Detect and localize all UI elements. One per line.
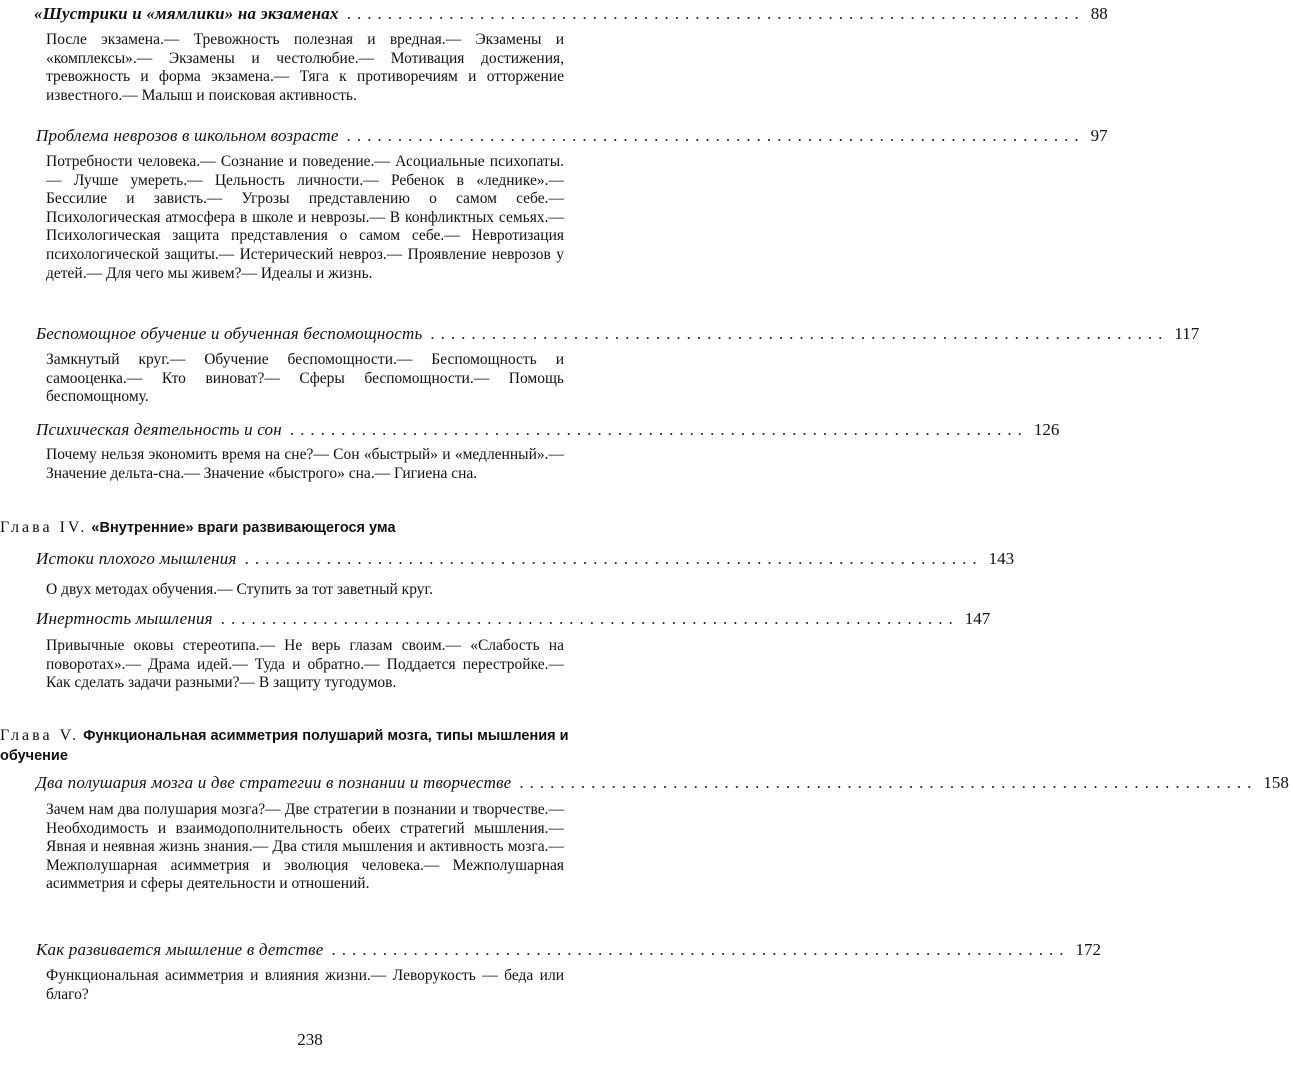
toc-entry-summary: Функциональная асимметрия и влияния жизни.— Леворукость — беда или благо? bbox=[46, 967, 564, 1003]
toc-entry-heading[interactable] bbox=[36, 420, 1060, 444]
toc-entry-heading[interactable] bbox=[36, 609, 991, 633]
dot-leader: ........................................................................ bbox=[289, 420, 1028, 439]
toc-entry-summary: После экзамена.— Тревожность полезная и вредная.— Экзамены и «комплексы».— Экзамены и честолюбие.— Мотивация достижения, тревожность и форма экзамена.— Тяга к противоречиям и отторжение известного.— Малыш и поисковая активность. bbox=[46, 31, 564, 104]
chapter-title: «Внутренние» враги развивающегося ума bbox=[91, 520, 396, 536]
dot-leader: ........................................................................ bbox=[331, 940, 1070, 959]
toc-entry-heading[interactable] bbox=[36, 773, 1289, 797]
toc-entry-title: Психическая деятельность и сон bbox=[36, 420, 282, 439]
chapter-heading bbox=[0, 518, 610, 538]
page-number: 238 bbox=[297, 1030, 323, 1049]
dot-leader: ........................................................................ bbox=[430, 324, 1169, 343]
toc-entry-summary: Почему нельзя экономить время на сне?— Сон «быстрый» и «медленный».— Значение дельта-сна.— Значение «быстрого» сна.— Гигиена сна. bbox=[46, 446, 564, 482]
toc-entry-summary: Потребности человека.— Сознание и поведение.— Асоциальные психопаты.— Лучше умереть.— Цельность личности.— Ребенок в «леднике».— Бессилие и зависть.— Угрозы представлению о самом себе.— Психологическая атмосфера в школе и неврозы.— В конфликтных семьях.— Психологическая защита представления о самом себе.— Невротизация психологической защиты.— Истерический невроз.— Проявление неврозов у детей.— Для чего мы живем?— Идеалы и жизнь. bbox=[46, 153, 564, 282]
dot-leader: ........................................................................ bbox=[220, 609, 959, 628]
chapter-heading bbox=[0, 726, 610, 766]
toc-entry-heading[interactable] bbox=[34, 4, 1108, 28]
toc-entry-heading[interactable] bbox=[36, 940, 1101, 964]
toc-entry-title: Беспомощное обучение и обученная беспомощность bbox=[36, 324, 423, 343]
toc-entry-page: 97 bbox=[1090, 126, 1108, 145]
toc-entry-title: Инертность мышления bbox=[36, 609, 213, 628]
toc-entry-title: «Шустрики и «мямлики» на экзаменах bbox=[34, 4, 339, 23]
toc-entry-page: 88 bbox=[1090, 4, 1108, 23]
toc-entry-page: 126 bbox=[1033, 420, 1060, 439]
toc-entry-page: 172 bbox=[1075, 940, 1101, 959]
dot-leader: ........................................................................ bbox=[519, 773, 1258, 792]
toc-entry-page: 143 bbox=[988, 549, 1015, 568]
toc-entry-summary: Привычные оковы стереотипа.— Не верь глазам своим.— «Слабость на поворотах».— Драма идей.— Туда и обратно.— Поддается перестройке.— Как сделать задачи разными?— В защиту тугодумов. bbox=[46, 637, 564, 692]
toc-entry-summary: Замкнутый круг.— Обучение беспомощности.— Беспомощность и самооценка.— Кто виноват?— Сферы беспомощности.— Помощь беспомощному. bbox=[46, 351, 564, 406]
dot-leader: ........................................................................ bbox=[244, 549, 983, 568]
toc-entry-title: Два полушария мозга и две стратегии в познании и творчестве bbox=[36, 773, 512, 792]
toc-entry-title: Как развивается мышление в детстве bbox=[36, 940, 324, 959]
toc-entry-heading[interactable] bbox=[36, 126, 1108, 150]
toc-entry-page: 117 bbox=[1174, 324, 1200, 343]
toc-entry-title: Проблема неврозов в школьном возрасте bbox=[36, 126, 339, 145]
chapter-title: Функциональная асимметрия полушарий мозга, типы мышления и обучение bbox=[0, 728, 569, 764]
toc-entry-page: 147 bbox=[964, 609, 991, 628]
toc-entry-heading[interactable] bbox=[36, 549, 1015, 573]
toc-entry-title: Истоки плохого мышления bbox=[36, 549, 237, 568]
chapter-label: Глава IV. bbox=[0, 519, 88, 536]
dot-leader: ........................................................................ bbox=[346, 126, 1085, 145]
chapter-label: Глава V. bbox=[0, 727, 80, 744]
dot-leader: ........................................................................ bbox=[346, 4, 1085, 23]
toc-entry-heading[interactable] bbox=[36, 324, 1200, 348]
toc-entry-summary: О двух методах обучения.— Ступить за тот заветный круг. bbox=[46, 581, 433, 598]
toc-entry-page: 158 bbox=[1263, 773, 1289, 792]
toc-entry-summary: Зачем нам два полушария мозга?— Две стратегии в познании и творчестве.— Необходимость и взаимодополнительность обеих стратегий мышления.— Явная и неявная жизнь знания.— Два стиля мышления и активность мозга.— Межполушарная асимметрия и эволюция человека.— Межполушарная асимметрия и сферы деятельности и отношений. bbox=[46, 801, 564, 893]
